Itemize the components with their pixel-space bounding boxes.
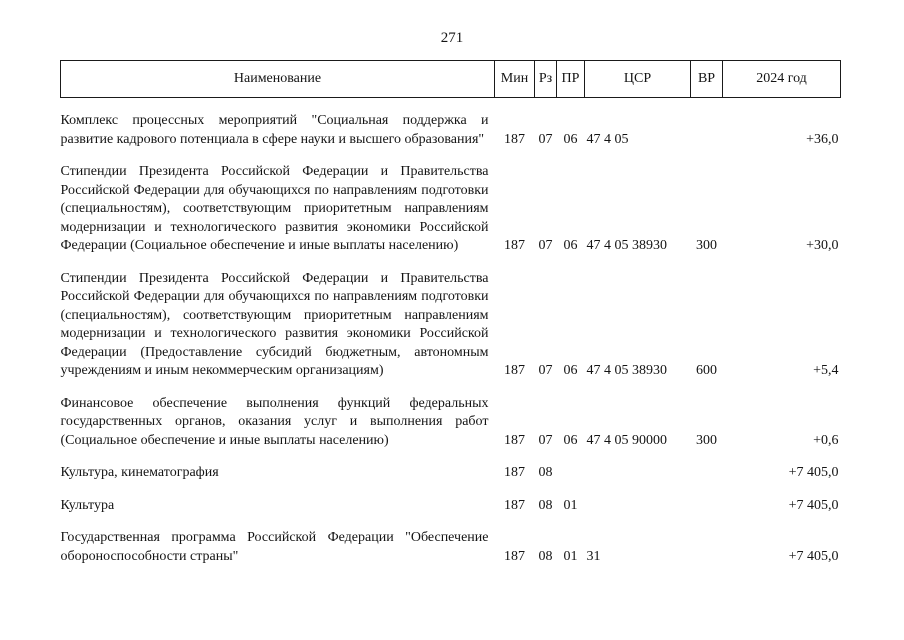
header-pr: ПР: [557, 61, 585, 98]
row-amount: +0,6: [813, 432, 839, 448]
row-pr: 06: [563, 238, 578, 253]
budget-table: [60, 60, 841, 566]
row-amount: +36,0: [806, 131, 839, 147]
row-pr: 06: [563, 363, 578, 378]
row-pr: 01: [563, 497, 578, 513]
row-vr: 600: [696, 363, 717, 378]
row-csr: 47 4 05: [586, 131, 629, 147]
row-csr: 47 4 05 38930: [586, 238, 667, 253]
row-min: 187: [504, 497, 525, 513]
table-row: [61, 163, 841, 256]
row-amount: +7 405,0: [788, 548, 839, 564]
row-csr: 31: [586, 548, 601, 564]
row-rz: 07: [538, 131, 553, 147]
page-number: 271: [440, 30, 464, 46]
row-pr: [557, 464, 585, 483]
row-min: 187: [504, 363, 525, 378]
row-vr: 300: [696, 238, 717, 253]
table-row: [61, 497, 841, 516]
header-rz: Рз: [535, 61, 557, 98]
row-rz: 08: [538, 548, 553, 564]
row-name: Стипендии Президента Российской Федерации и Правительства Российской Федерации для обучающихся по направлениям подготовки (специальностям), соответствующим приоритетным направлениям модернизации и технологического развития экономики Российской Федерации (Предоставление субсидий бюджетным, автономным учреждениям и иным некоммерческим организациям): [60, 270, 489, 378]
row-amount: +7 405,0: [788, 497, 839, 513]
row-csr: 47 4 05 38930: [586, 363, 667, 378]
table-row: [61, 529, 841, 566]
table-row: [61, 270, 841, 381]
row-vr: [691, 529, 723, 566]
header-csr: ЦСР: [585, 61, 691, 98]
row-rz: 08: [538, 497, 553, 513]
row-vr: [691, 464, 723, 483]
row-vr: 300: [696, 432, 717, 448]
row-rz: 07: [538, 363, 553, 378]
row-rz: 07: [538, 238, 553, 253]
row-min: 187: [504, 131, 525, 147]
row-rz: 08: [538, 465, 553, 480]
row-name: Комплекс процессных мероприятий "Социальная поддержка и развитие кадрового потенциала в сфере науки и высшего образования": [60, 113, 489, 147]
header-year: 2024 год: [723, 61, 841, 98]
row-name: Культура, кинематография: [60, 465, 219, 480]
row-min: 187: [504, 432, 525, 448]
row-pr: 06: [563, 131, 578, 147]
row-min: 187: [504, 238, 525, 253]
row-min: 187: [504, 548, 525, 564]
row-amount: +5,4: [813, 363, 839, 378]
header-vr: ВР: [691, 61, 723, 98]
row-min: 187: [504, 465, 525, 480]
header-min: Мин: [495, 61, 535, 98]
row-amount: +30,0: [806, 238, 839, 253]
table-row: [61, 464, 841, 483]
row-pr: 01: [563, 548, 578, 564]
row-name: Культура: [60, 497, 115, 513]
row-name: Стипендии Президента Российской Федерации и Правительства Российской Федерации для обучающихся по направлениям подготовки (специальностям), соответствующим приоритетным направлениям модернизации и технологического развития экономики Российской Федерации (Социальное обеспечение и иные выплаты населению): [60, 164, 489, 253]
table-row: [61, 112, 841, 149]
row-pr: 06: [563, 432, 578, 448]
row-csr: 47 4 05 90000: [586, 432, 667, 448]
table-header: [61, 61, 841, 98]
row-csr: [585, 497, 691, 516]
row-amount: +7 405,0: [788, 465, 839, 480]
row-name: Финансовое обеспечение выполнения функций федеральных государственных органов, оказания услуг и выполнения работ (Социальное обеспечение и иные выплаты населению): [60, 395, 489, 448]
row-csr: [585, 464, 691, 483]
header-name: Наименование: [61, 61, 495, 98]
row-vr: [691, 112, 723, 149]
row-name: Государственная программа Российской Федерации "Обеспечение обороноспособности страны": [60, 530, 489, 564]
row-vr: [691, 497, 723, 516]
table-row: [61, 395, 841, 451]
row-rz: 07: [538, 432, 553, 448]
